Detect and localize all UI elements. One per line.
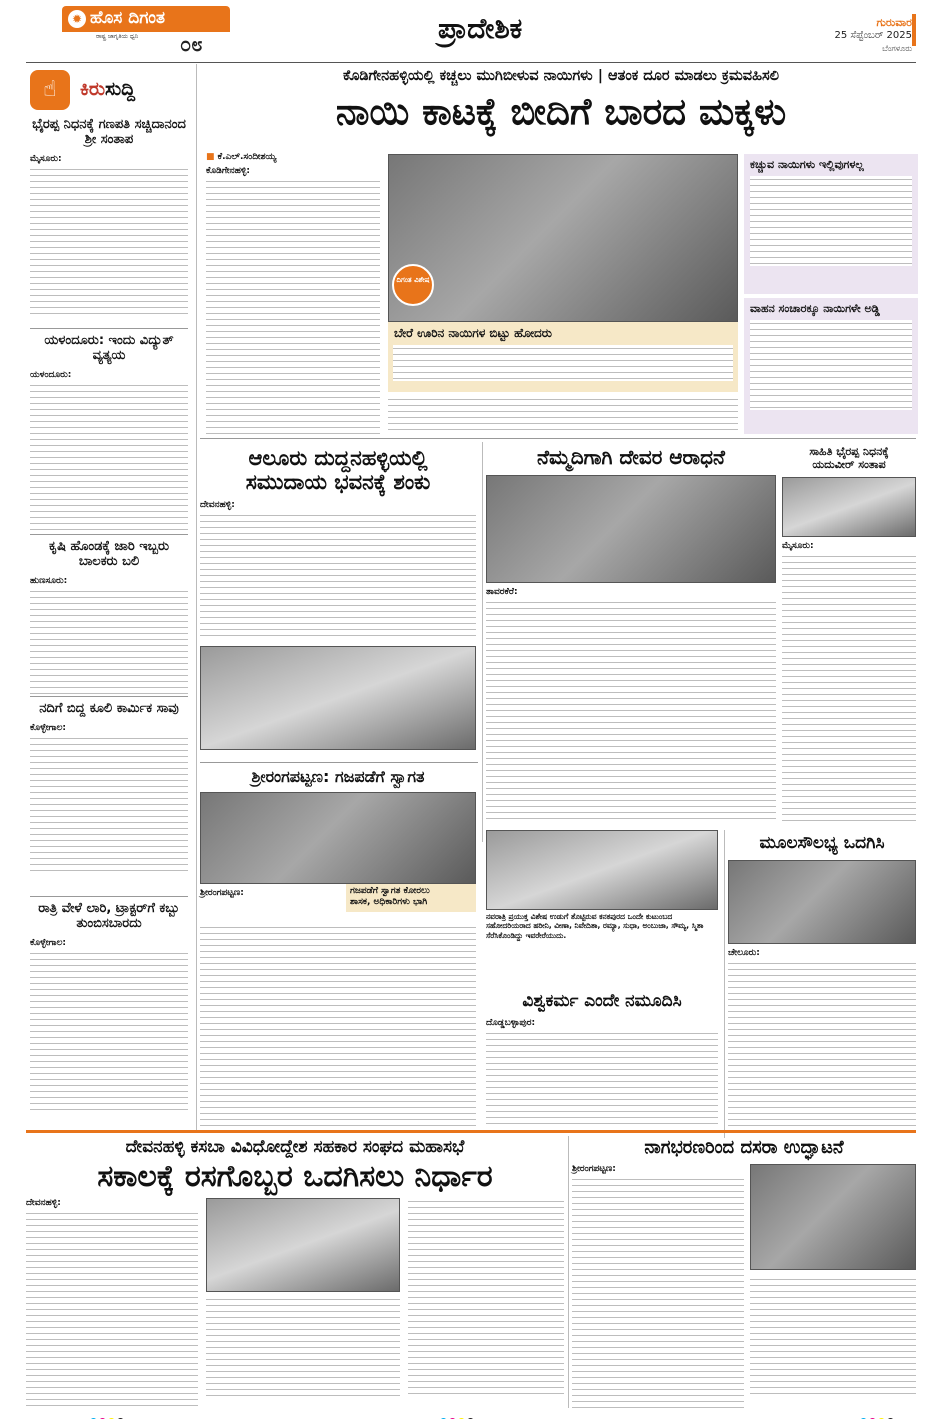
masthead [0,0,945,62]
print-marks-left [90,1410,126,1419]
brief-4 [30,702,188,875]
aluru-story [200,442,476,758]
srirangapatna-headline: ಶ್ರೀರಂಗಪಟ್ಟಣ: ಗಜಪಡೆಗೆ ಸ್ವಾಗತ [251,767,425,786]
bhyrappa-story [782,442,916,827]
moola-story [728,830,916,1138]
brief-3 [30,540,188,698]
bottom-right-dateline: ಶ್ರೀರಂಗಪಟ್ಟಣ: [572,1164,616,1174]
brief-dateline: ಹುಣಸೂರು: [30,575,68,586]
bottom-left-kicker: ದೇವನಹಳ್ಳಿ ಕಸಬಾ ವಿವಿಧೋದ್ದೇಶ ಸಹಕಾರ ಸಂಘದ ಮಹಾಸಭೆ [125,1137,465,1157]
section-title: ಪ್ರಾದೇಶಿಕ [438,12,523,45]
brief-dateline: ಕೊಳ್ಳೇಗಾಲ: [30,937,67,948]
hand-icon: ☝ [30,70,70,110]
date-label: 25 ಸೆಪ್ಟೆಂಬರ್ 2025 [834,30,912,41]
bhyrappa-dateline: ಮೈಸೂರು: [782,541,814,552]
brief-dateline: ಮೈಸೂರು: [30,153,62,164]
aluru-photo [200,646,476,750]
lead-photo-caption-box [388,322,738,392]
bottom-right-story [572,1136,916,1408]
caption-line-1: ಗಜಪಡೆಗೆ ಸ್ವಾಗತ ಕೋರಲು [350,886,430,896]
brief-5 [30,902,188,1110]
lead-text-col-3 [388,396,738,434]
print-marks-right [860,1410,896,1419]
stamp-text: ದಿಗಂತ ವಿಶೇಷ [396,276,430,284]
section-divider [200,438,916,439]
bottom-left-story [26,1136,564,1408]
moola-dateline: ಚೇಲೂರು: [728,947,760,958]
aluru-dateline: ದೇವನಹಳ್ಳಿ: [200,500,235,511]
lead-kicker: ಕೊಡಿಗೇನಹಳ್ಳಿಯಲ್ಲಿ ಕಚ್ಚಲು ಮುಗಿಬೀಳುವ ನಾಯಿಗಳು | ಆತಂಕ ದೂರ ಮಾಡಲು ಕ್ರಮವಹಿಸಲಿ [343,68,779,84]
masthead-divider [26,62,916,63]
devara-dateline: ತಾವರಕೆರೆ: [486,587,518,597]
lead-headline: ನಾಯಿ ಕಾಟಕ್ಕೆ ಬೀದಿಗೆ ಬಾರದ ಮಕ್ಕಳು [335,90,787,133]
bottom-orange-rule [26,1130,916,1133]
srirangapatna-story [200,766,476,1138]
page-number: ೦೮ [180,32,203,56]
devara-story [486,442,776,827]
vishwakarma-headline: ವಿಶ್ವಕರ್ಮ ಎಂದೇ ನಮೂದಿಸಿ [522,991,682,1011]
caption-line-2: ಶಾಸಕ, ಅಧಿಕಾರಿಗಳು ಭಾಗಿ [350,897,428,908]
brief-2 [30,334,188,532]
date-accent-bar [912,14,916,46]
elephant-photo [200,792,476,884]
side-box-1 [744,154,918,294]
lead-story [200,64,920,434]
moola-headline: ಮೂಲಸೌಲಭ್ಯ ಒದಗಿಸಿ [759,833,885,853]
lead-byline: ■ ಕೆ.ಎಲ್.ಸಂದೀಶಯ್ಯ [206,152,277,162]
vishwakarma-dateline: ದೊಡ್ಡಬಳ್ಳಾಪುರ: [486,1017,536,1028]
suddi-label: ಸುದ್ದಿ [105,78,136,100]
bottom-left-text-1 [26,1198,198,1408]
bottom-right-text-2 [750,1276,916,1396]
kiru-label: ಕಿರು [80,78,105,100]
brief-dateline: ಕೊಳ್ಳೇಗಾಲ: [30,722,67,733]
bhyrappa-headline-1: ಸಾಹಿತಿ ಭೈರಪ್ಪ ನಿಧನಕ್ಕೆ [809,445,889,458]
tagline: ರಾಷ್ಟ್ರ ಜಾಗೃತಿಯ ಧ್ವನಿ [96,33,139,40]
kiru-suddi-header [30,70,188,110]
date-block [772,16,912,54]
lead-dateline: ಕೊಡಿಗೇನಹಳ್ಳಿ: [206,166,250,176]
byline-text: ಕೆ.ಎಲ್.ಸಂದೀಶಯ್ಯ [217,152,277,162]
srirangapatna-caption-box [346,884,476,912]
brief-headline: ಭೈರಪ್ಪ ನಿಧನಕ್ಕೆ ಗಣಪತಿ ಸಚ್ಚಿದಾನಂದ ಶ್ರೀ ಸಂತಾಪ [32,117,186,147]
aluru-headline-1: ಆಲೂರು ದುದ್ದನಹಳ್ಳಿಯಲ್ಲಿ [248,446,428,470]
bottom-right-text-1 [572,1164,744,1408]
kiru-suddi-column [26,64,192,1130]
column-divider [196,64,197,1130]
side-box-1-title: ಕಚ್ಚುವ ನಾಯಿಗಳು ಇಲ್ಲಿವುಗಳಲ್ಲ [750,158,864,171]
lead-photo-caption: ಬೇರೆ ಊರಿನ ನಾಯಿಗಳ ಬಿಟ್ಟು ಹೋದರು [394,326,552,340]
bhyrappa-photo [782,477,916,537]
bottom-right-headline: ನಾಗಭರಣರಿಂದ ದಸರಾ ಉದ್ಘಾಟನೆ [644,1137,844,1158]
paper-name: ಹೊಸ ದಿಗಂತ [90,8,165,28]
aluru-headline-2: ಸಮುದಾಯ ಭವನಕ್ಕೆ ಶಂಕು [245,470,431,495]
brief-headline: ನದಿಗೆ ಬಿದ್ದ ಕೂಲಿ ಕಾರ್ಮಿಕ ಸಾವು [39,701,179,716]
sisters-photo-story [486,830,718,948]
brief-headline: ಕೃಷಿ ಹೊಂಡಕ್ಕೆ ಜಾರಿ ಇಬ್ಬರು ಬಾಲಕರು ಬಲಿ [48,539,170,569]
srirangapatna-dateline: ಶ್ರೀರಂಗಪಟ್ಟಣ: [200,888,244,899]
lead-text-col-2 [206,346,380,434]
brief-headline: ರಾತ್ರಿ ವೇಳೆ ಲಾರಿ, ಟ್ರಾಕ್ಟರ್‌ಗೆ ಕಬ್ಬು ತುಂಬಿಸಬಾರದು [38,901,180,931]
side-box-2-title: ವಾಹನ ಸಂಚಾರಕ್ಕೂ ನಾಯಿಗಳೇ ಅಡ್ಡಿ [750,302,880,315]
vishwakarma-story [486,988,718,1138]
digantha-vishesha-stamp [392,264,434,306]
bottom-left-headline: ಸಕಾಲಕ್ಕೆ ರಸಗೊಬ್ಬರ ಒದಗಿಸಲು ನಿರ್ಧಾರ [97,1158,493,1194]
brief-dateline: ಯಳಂದೂರು: [30,369,72,380]
lead-photo-dogs [388,154,738,322]
bottom-left-dateline: ದೇವನಹಳ್ಳಿ: [26,1198,61,1208]
bottom-left-text-3 [408,1198,564,1396]
print-marks-center [440,1410,476,1419]
paper-logo [62,6,230,56]
brief-headline: ಯಳಂದೂರು: ಇಂದು ವಿದ್ಯುತ್ ವ್ಯತ್ಯಯ [44,333,174,363]
brief-1 [30,118,188,316]
moola-photo [728,860,916,944]
sisters-photo [486,830,718,910]
bottom-left-photo [206,1198,400,1292]
bhyrappa-headline-2: ಯದುವೀರ್ ಸಂತಾಪ [812,457,886,471]
devara-headline: ನೆಮ್ಮದಿಗಾಗಿ ದೇವರ ಆರಾಧನೆ [537,445,725,469]
bottom-right-photo [750,1164,916,1270]
bottom-left-text-2 [206,1296,400,1396]
side-box-2 [744,298,918,434]
lamp-icon: ✹ [68,10,86,28]
city-label: ಬೆಂಗಳೂರು [882,44,912,53]
devara-photo [486,475,776,583]
sisters-caption: ನವರಾತ್ರಿ ಪ್ರಯುಕ್ತ ವಿಶೇಷ ಉಡುಗೆ ತೊಟ್ಟಿರುವ ಕನಕಪುರದ ಒಂದೇ ಕುಟುಂಬದ ಸಹೋದರಿಯರಾದ ಹರೀನಿ, ವೀಣಾ, ನಿವೇದಿತಾ, ರಮ್ಯಾ, ಸುಧಾ, ಅಂಬುಜಾ, ಸೌಮ್ಯ, ಸ್ಮಿತಾ ಸೆರೆಸಿಕೊಂಡಿದ್ದು ಇವರೇರೆಯುದು. [486,912,704,940]
lead-text-col-1 [206,166,380,346]
day-label: ಗುರುವಾರ [876,16,912,29]
